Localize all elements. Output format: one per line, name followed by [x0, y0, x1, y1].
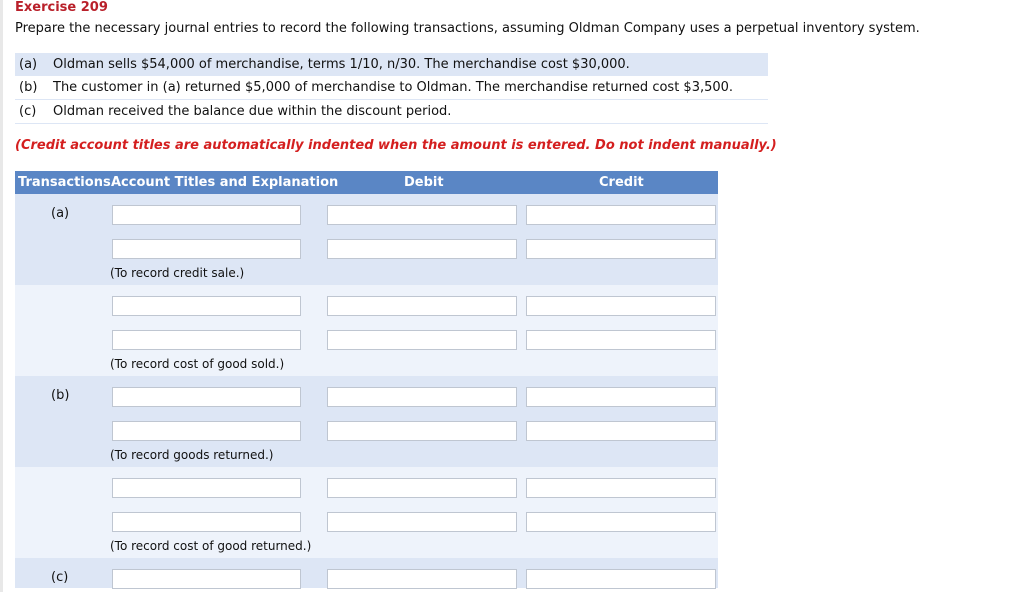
- credit-input[interactable]: [526, 296, 716, 316]
- entry-block: [15, 376, 718, 467]
- account-title-input[interactable]: [112, 205, 301, 225]
- transaction-letter: (c): [19, 104, 37, 119]
- header-transactions: Transactions: [18, 175, 111, 190]
- entry-label: (c): [51, 570, 69, 585]
- entry-explanation: (To record cost of good returned.): [110, 539, 312, 553]
- entry-block: [15, 467, 718, 558]
- exercise-prompt: Prepare the necessary journal entries to record the following transactions, assuming Oldman Company uses a perpetual inventory system.: [15, 21, 920, 36]
- credit-input[interactable]: [526, 421, 716, 441]
- account-title-input[interactable]: [112, 421, 301, 441]
- credit-input[interactable]: [526, 478, 716, 498]
- transaction-text: Oldman received the balance due within the discount period.: [53, 104, 452, 119]
- entry-explanation: (To record goods returned.): [110, 448, 274, 462]
- debit-input[interactable]: [327, 239, 517, 259]
- account-title-input[interactable]: [112, 330, 301, 350]
- credit-input[interactable]: [526, 569, 716, 589]
- entry-block: [15, 194, 718, 285]
- entry-explanation: (To record credit sale.): [110, 266, 245, 280]
- credit-input[interactable]: [526, 512, 716, 532]
- entry-label: (b): [51, 388, 70, 403]
- transaction-letter: (b): [19, 80, 38, 95]
- entry-explanation: (To record cost of good sold.): [110, 357, 285, 371]
- debit-input[interactable]: [327, 512, 517, 532]
- transaction-a: [15, 53, 768, 76]
- debit-input[interactable]: [327, 205, 517, 225]
- account-title-input[interactable]: [112, 387, 301, 407]
- header-credit: Credit: [599, 175, 644, 190]
- account-title-input[interactable]: [112, 569, 301, 589]
- entry-label: (a): [51, 206, 70, 221]
- debit-input[interactable]: [327, 387, 517, 407]
- credit-input[interactable]: [526, 239, 716, 259]
- transaction-text: Oldman sells $54,000 of merchandise, terms 1/10, n/30. The merchandise cost $30,000.: [53, 57, 630, 72]
- debit-input[interactable]: [327, 478, 517, 498]
- exercise-title: Exercise 209: [15, 0, 108, 15]
- account-title-input[interactable]: [112, 478, 301, 498]
- instruction-note: (Credit account titles are automatically indented when the amount is entered. Do not indent manually.): [15, 138, 777, 153]
- journal-entry-table: [15, 171, 718, 588]
- account-title-input[interactable]: [112, 239, 301, 259]
- debit-input[interactable]: [327, 421, 517, 441]
- transactions-list: [15, 53, 768, 124]
- transaction-text: The customer in (a) returned $5,000 of merchandise to Oldman. The merchandise returned cost $3,500.: [53, 80, 734, 95]
- entry-block: [15, 285, 718, 376]
- credit-input[interactable]: [526, 205, 716, 225]
- account-title-input[interactable]: [112, 296, 301, 316]
- transaction-c: [15, 100, 768, 124]
- header-debit: Debit: [404, 175, 444, 190]
- page-left-rule: [0, 0, 3, 592]
- table-header: [15, 171, 718, 194]
- entry-block: [15, 558, 718, 588]
- transaction-letter: (a): [19, 57, 38, 72]
- debit-input[interactable]: [327, 569, 517, 589]
- account-title-input[interactable]: [112, 512, 301, 532]
- debit-input[interactable]: [327, 330, 517, 350]
- header-account-titles: Account Titles and Explanation: [111, 175, 339, 190]
- transaction-b: [15, 76, 768, 100]
- credit-input[interactable]: [526, 330, 716, 350]
- debit-input[interactable]: [327, 296, 517, 316]
- credit-input[interactable]: [526, 387, 716, 407]
